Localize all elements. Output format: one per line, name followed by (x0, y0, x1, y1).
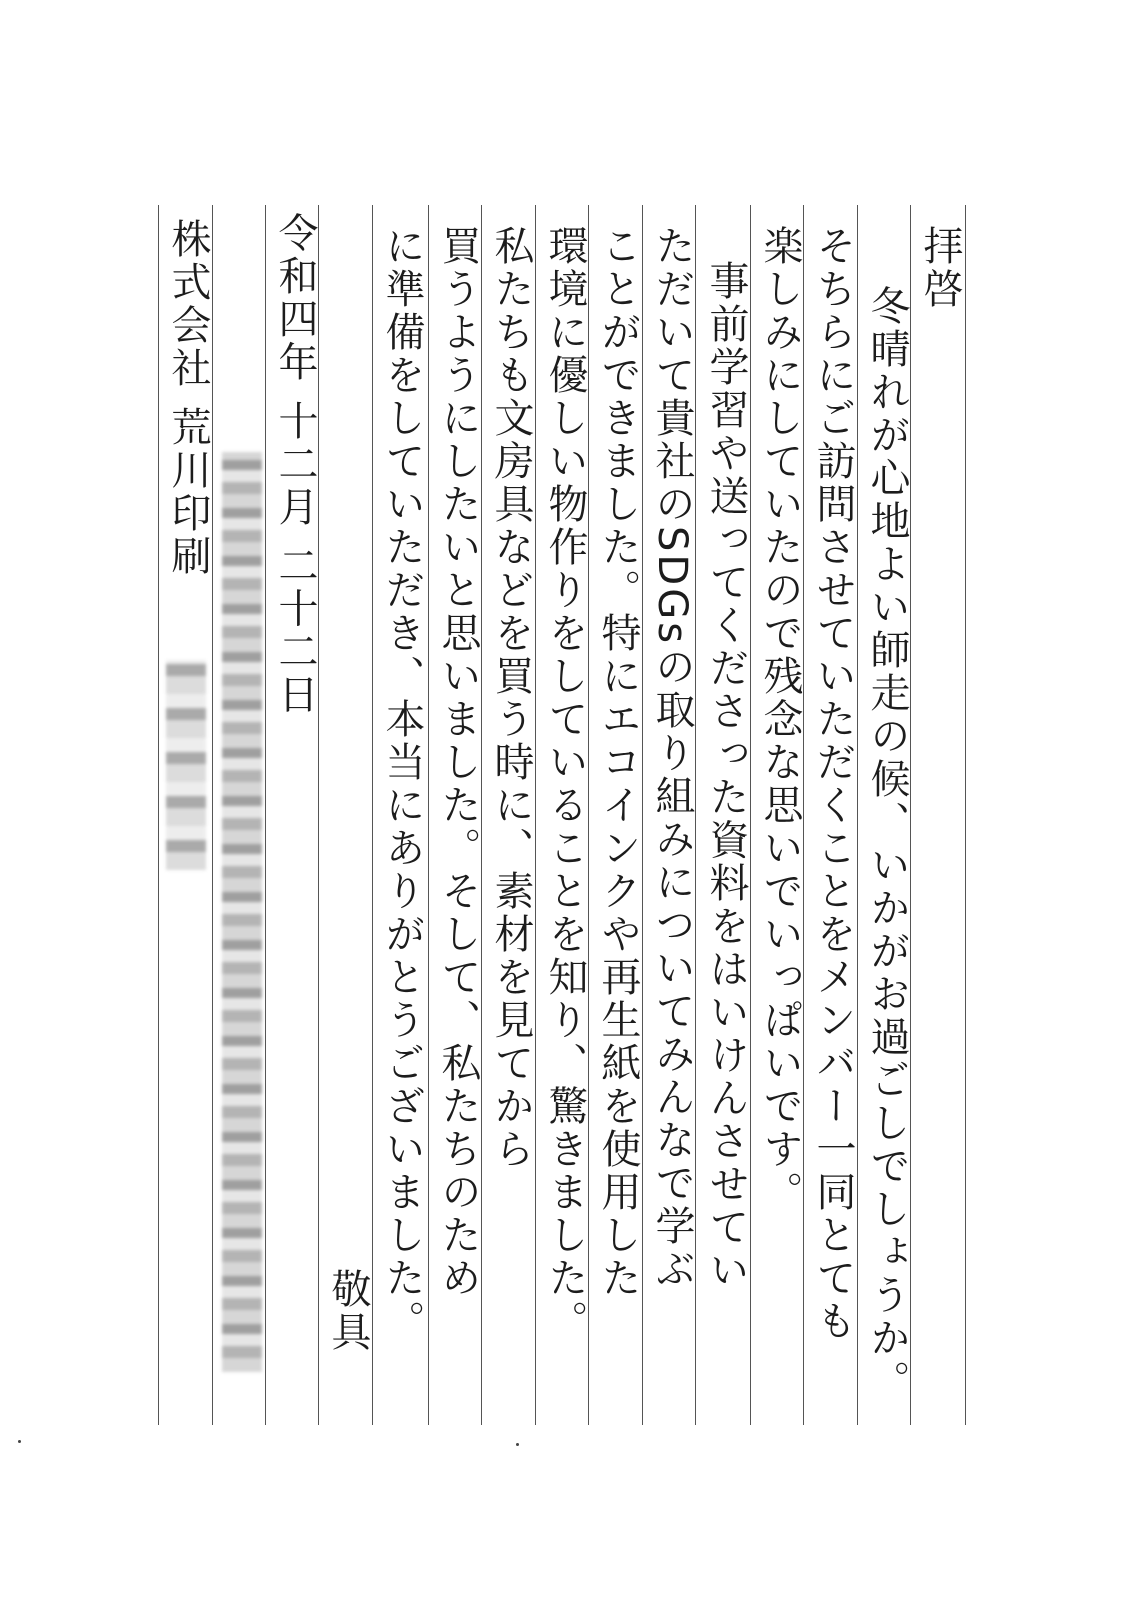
letter-line: ことができました。特にエコインクや再生紙を使用した (595, 225, 641, 1300)
ruling-line (158, 205, 159, 1425)
recipient-company: 株式会社 荒川印刷 (165, 218, 211, 578)
letter-line: ただいて貴社のSDGsの取り組みについてみんなで学ぶ (649, 225, 695, 1292)
ruling-line (965, 205, 966, 1425)
letter-line: 買うようにしたいと思いました。そして、私たちのため (435, 225, 481, 1300)
letter-line: 楽しみにしていたので残念な思いでいっぱいです。 (757, 225, 803, 1214)
ruling-line (265, 205, 266, 1425)
ruling-line (372, 205, 373, 1425)
letter-line: 環境に優しい物作りをしていることを知り、驚きました。 (542, 225, 588, 1343)
ruling-line (428, 205, 429, 1425)
scan-speck (18, 1440, 21, 1443)
closing-phrase: 敬具 (325, 1268, 371, 1354)
letter-line: 事前学習や送ってくださった資料をはいけんさせてい (703, 260, 749, 1292)
opening-salutation: 拝啓 (917, 225, 963, 311)
letter-line: 私たちも文房具などを買う時に、素材を見てから (488, 225, 534, 1171)
redacted-name-block (166, 660, 206, 870)
letter-date: 令和四年 十二月 二十二日 (272, 212, 318, 717)
letter-line: に準備をしていただき、本当にありがとうございました。 (379, 225, 425, 1343)
scan-speck (516, 1443, 519, 1446)
redacted-name-block (222, 452, 262, 1372)
letter-line: 冬晴れが心地よい師走の候、いかがお過ごしでしょうか。 (864, 285, 910, 1403)
letter-line: そちらにご訪問させていただくことをメンバー一同とても (810, 225, 856, 1343)
